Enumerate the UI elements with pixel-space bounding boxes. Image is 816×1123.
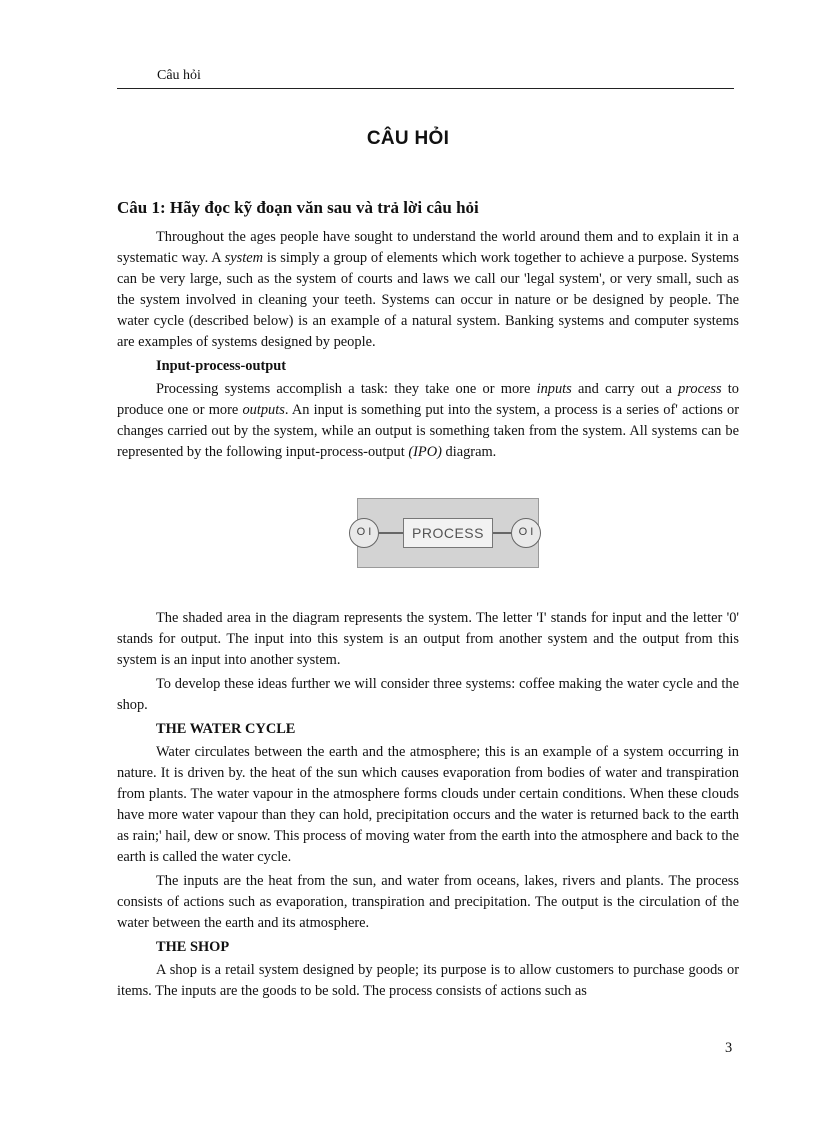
- input-connector: [379, 532, 403, 534]
- document-body: [117, 197, 739, 1005]
- three-systems-paragraph: To develop these ideas further we will consider three systems: coffee making the water cycle and the shop.: [117, 676, 739, 713]
- process-box: PROCESS: [403, 518, 493, 548]
- intro-paragraph: [117, 227, 739, 353]
- diagram-explanation-paragraph: The shaded area in the diagram represents the system. The letter 'I' stands for input and the letter '0' stands for output. The input into this system is an output from another system and the output from this system is an input into another system.: [117, 610, 739, 668]
- water-cycle-paragraph-1: Water circulates between the earth and the atmosphere; this is an example of a system occurring in nature. It is driven by. the heat of the sun which causes evaporation from bodies of water and transpiration from plants. The water vapour in the atmosphere forms clouds under certain conditions. When these clouds have more water vapour than they can hold, precipitation occurs and the water is returned back to the earth as rain;' hail, dew or snow. This process of moving water from the earth into the atmosphere and back to the earth is called the water cycle.: [117, 744, 739, 865]
- ipo-emphasis-inputs: inputs: [536, 381, 572, 397]
- ipo-emphasis-process: process: [678, 381, 722, 397]
- ipo-diagram: [349, 494, 549, 574]
- intro-text-a: Throughout the ages people have sought to understand the world around them and to explain it in a systematic way. A: [117, 229, 739, 266]
- intro-text-b: is simply a group of elements which work together to achieve a purpose. Systems can be very large, such as the system of courts and laws we call our 'legal system', or very small, such as the system involved in cleaning your teeth. Systems can occur in nature or be designed by people. The water cycle (described below) is an example of a natural system. Banking systems and computer systems are examples of systems designed by people.: [117, 250, 740, 350]
- input-node-left: O I: [349, 518, 379, 548]
- header-rule: [117, 88, 734, 89]
- page-title: CÂU HỎI: [366, 128, 450, 149]
- ipo-text-d: . An input is something put into the system, a process is a series of' actions or changes carried out by the system, while an output is something taken from the system. All systems can be represented by the following input-process-output: [117, 402, 739, 460]
- ipo-heading: Input-process-output: [156, 358, 287, 374]
- intro-emphasis-system: system: [224, 250, 264, 266]
- ipo-text-c: to produce one or more: [117, 381, 739, 418]
- ipo-paragraph: [117, 379, 739, 463]
- ipo-emphasis-outputs: outputs: [242, 402, 285, 418]
- output-connector: [493, 532, 511, 534]
- ipo-text-a: Processing systems accomplish a task: they take one or more: [156, 381, 537, 397]
- header-section-label: Câu hỏi: [157, 68, 201, 83]
- output-node-right: O I: [511, 518, 541, 548]
- ipo-text-e: diagram.: [441, 444, 497, 460]
- question-heading: Câu 1: Hãy đọc kỹ đoạn văn sau và trả lời câu hỏi: [117, 198, 479, 217]
- water-cycle-paragraph-2: The inputs are the heat from the sun, and water from oceans, lakes, rivers and plants. The process consists of actions such as evaporation, transpiration and precipitation. The output is the circulation of the water between the earth and its atmosphere.: [117, 873, 739, 931]
- ipo-text-b: and carry out a: [571, 381, 679, 397]
- water-cycle-heading: THE WATER CYCLE: [156, 721, 296, 737]
- shop-paragraph: A shop is a retail system designed by people; its purpose is to allow customers to purchase goods or items. The inputs are the goods to be sold. The process consists of actions such as: [117, 962, 739, 999]
- page-number: 3: [725, 1040, 733, 1056]
- ipo-emphasis-ipo: (IPO): [408, 444, 442, 460]
- shop-heading: THE SHOP: [156, 939, 230, 955]
